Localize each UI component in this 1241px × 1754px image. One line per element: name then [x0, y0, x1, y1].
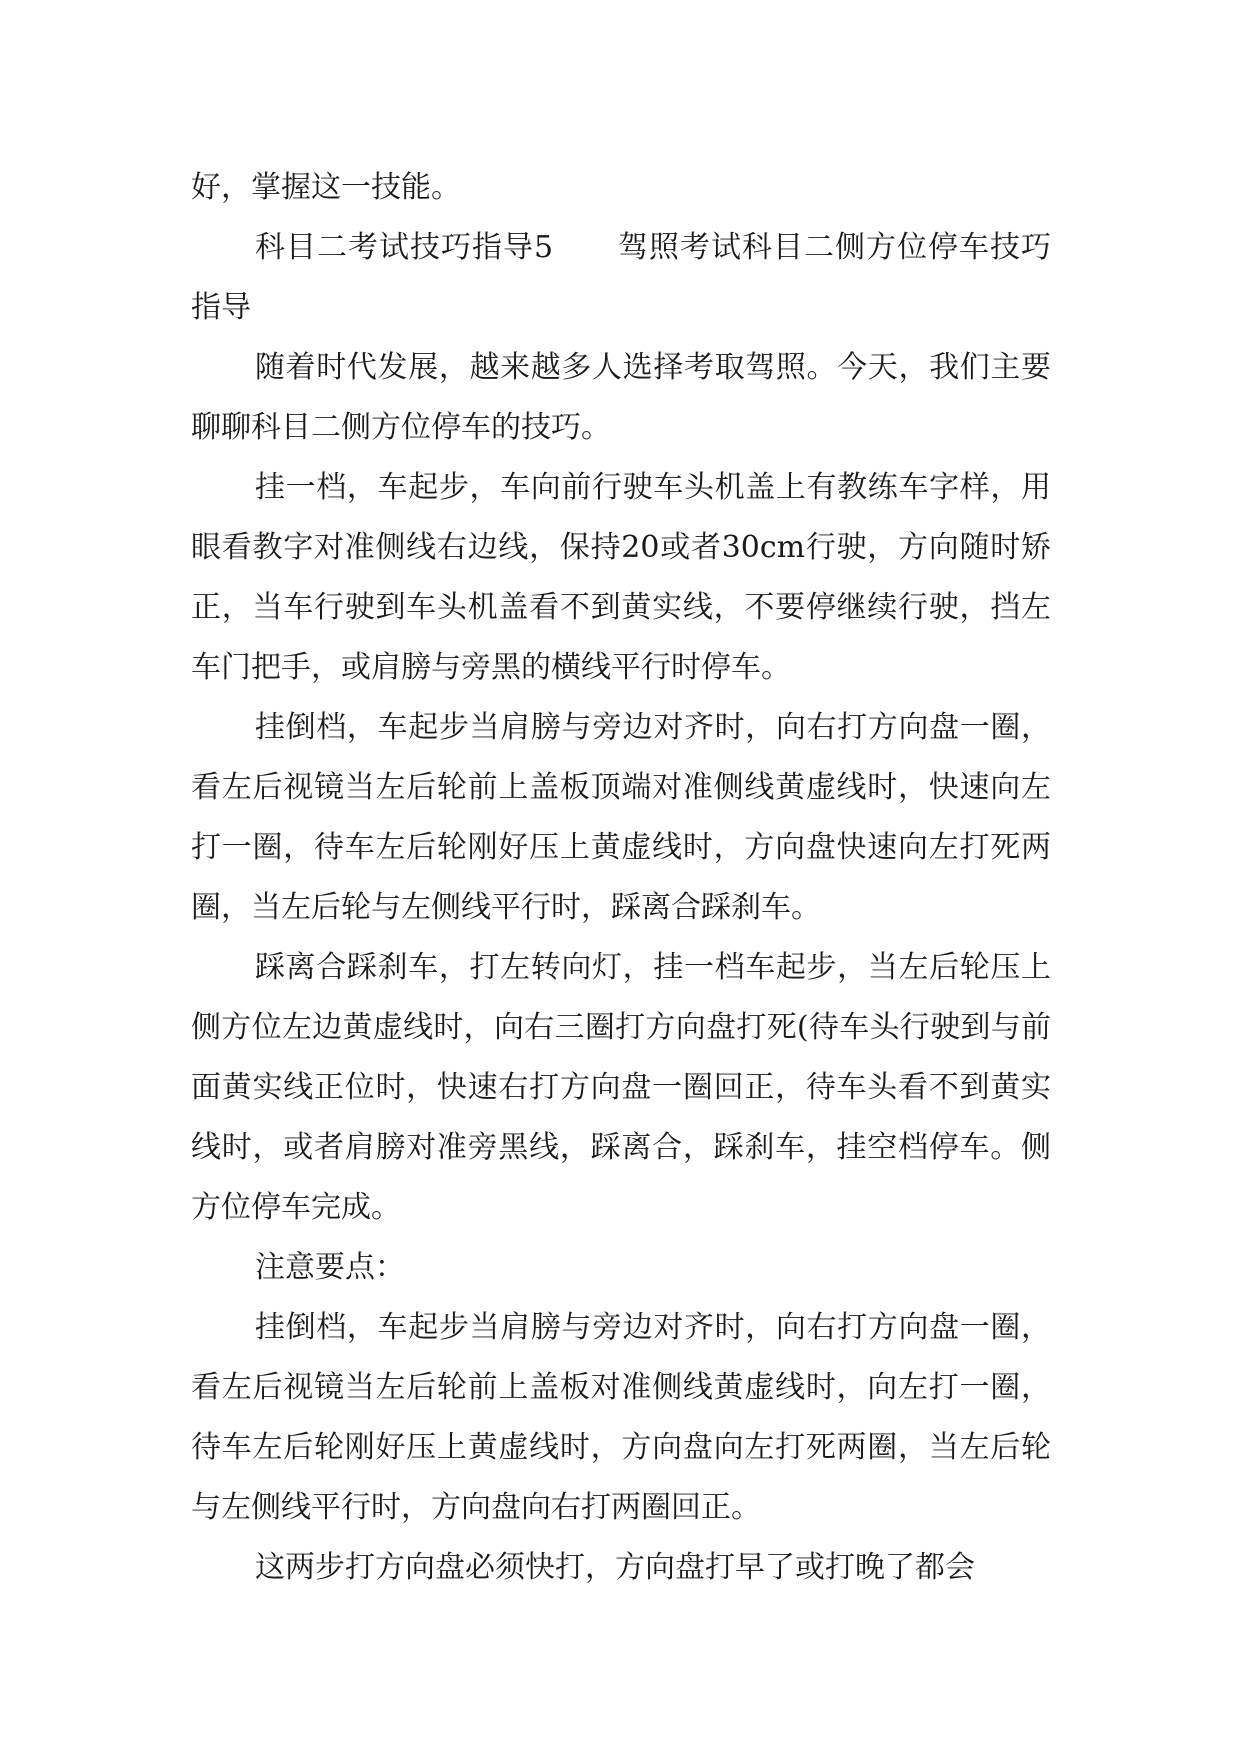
- paragraph-step-2: 挂倒档，车起步当肩膀与旁边对齐时，向右打方向盘一圈，看左后视镜当左后轮前上盖板顶端对准侧线黄虚线时，快速向左打一圈，待车左后轮刚好压上黄虚线时，方向盘快速向左打死两圈，当左后轮与左侧线平行时，踩离合踩刹车。: [191, 710, 1051, 925]
- heading-number: 科目二考试技巧指导5: [255, 230, 554, 265]
- paragraph-final: 这两步打方向盘必须快打，方向盘打早了或打晚了都会: [255, 1550, 975, 1585]
- paragraph-continuation: 好，掌握这一技能。: [191, 170, 461, 205]
- paragraph-step-3: 踩离合踩刹车，打左转向灯，挂一档车起步，当左后轮压上侧方位左边黄虚线时，向右三圈打方向盘打死(待车头行驶到与前面黄实线正位时，快速右打方向盘一圈回正，待车头看不到黄实线时，或者肩膀对准旁黑线，踩离合，踩刹车，挂空档停车。侧方位停车完成。: [191, 950, 1051, 1225]
- paragraph-notes-body: 挂倒档，车起步当肩膀与旁边对齐时，向右打方向盘一圈，看左后视镜当左后轮前上盖板对准侧线黄虚线时，向左打一圈，待车左后轮刚好压上黄虚线时，方向盘向左打死两圈，当左后轮与左侧线平行时，方向盘向右打两圈回正。: [191, 1310, 1051, 1525]
- heading-title: 驾照考试科目二侧方位停车技巧指导: [191, 230, 1052, 325]
- document-body: [191, 158, 1051, 1598]
- paragraph-notes-title: 注意要点：: [255, 1250, 405, 1285]
- paragraph-step-1: 挂一档，车起步，车向前行驶车头机盖上有教练车字样，用眼看教字对准侧线右边线，保持20或者30cm行驶，方向随时矫正，当车行驶到车头机盖看不到黄实线，不要停继续行驶，挡左车门把手，或肩膀与旁黑的横线平行时停车。: [191, 470, 1051, 685]
- section-heading: [191, 218, 1051, 338]
- paragraph-intro: 随着时代发展，越来越多人选择考取驾照。今天，我们主要聊聊科目二侧方位停车的技巧。: [191, 350, 1051, 445]
